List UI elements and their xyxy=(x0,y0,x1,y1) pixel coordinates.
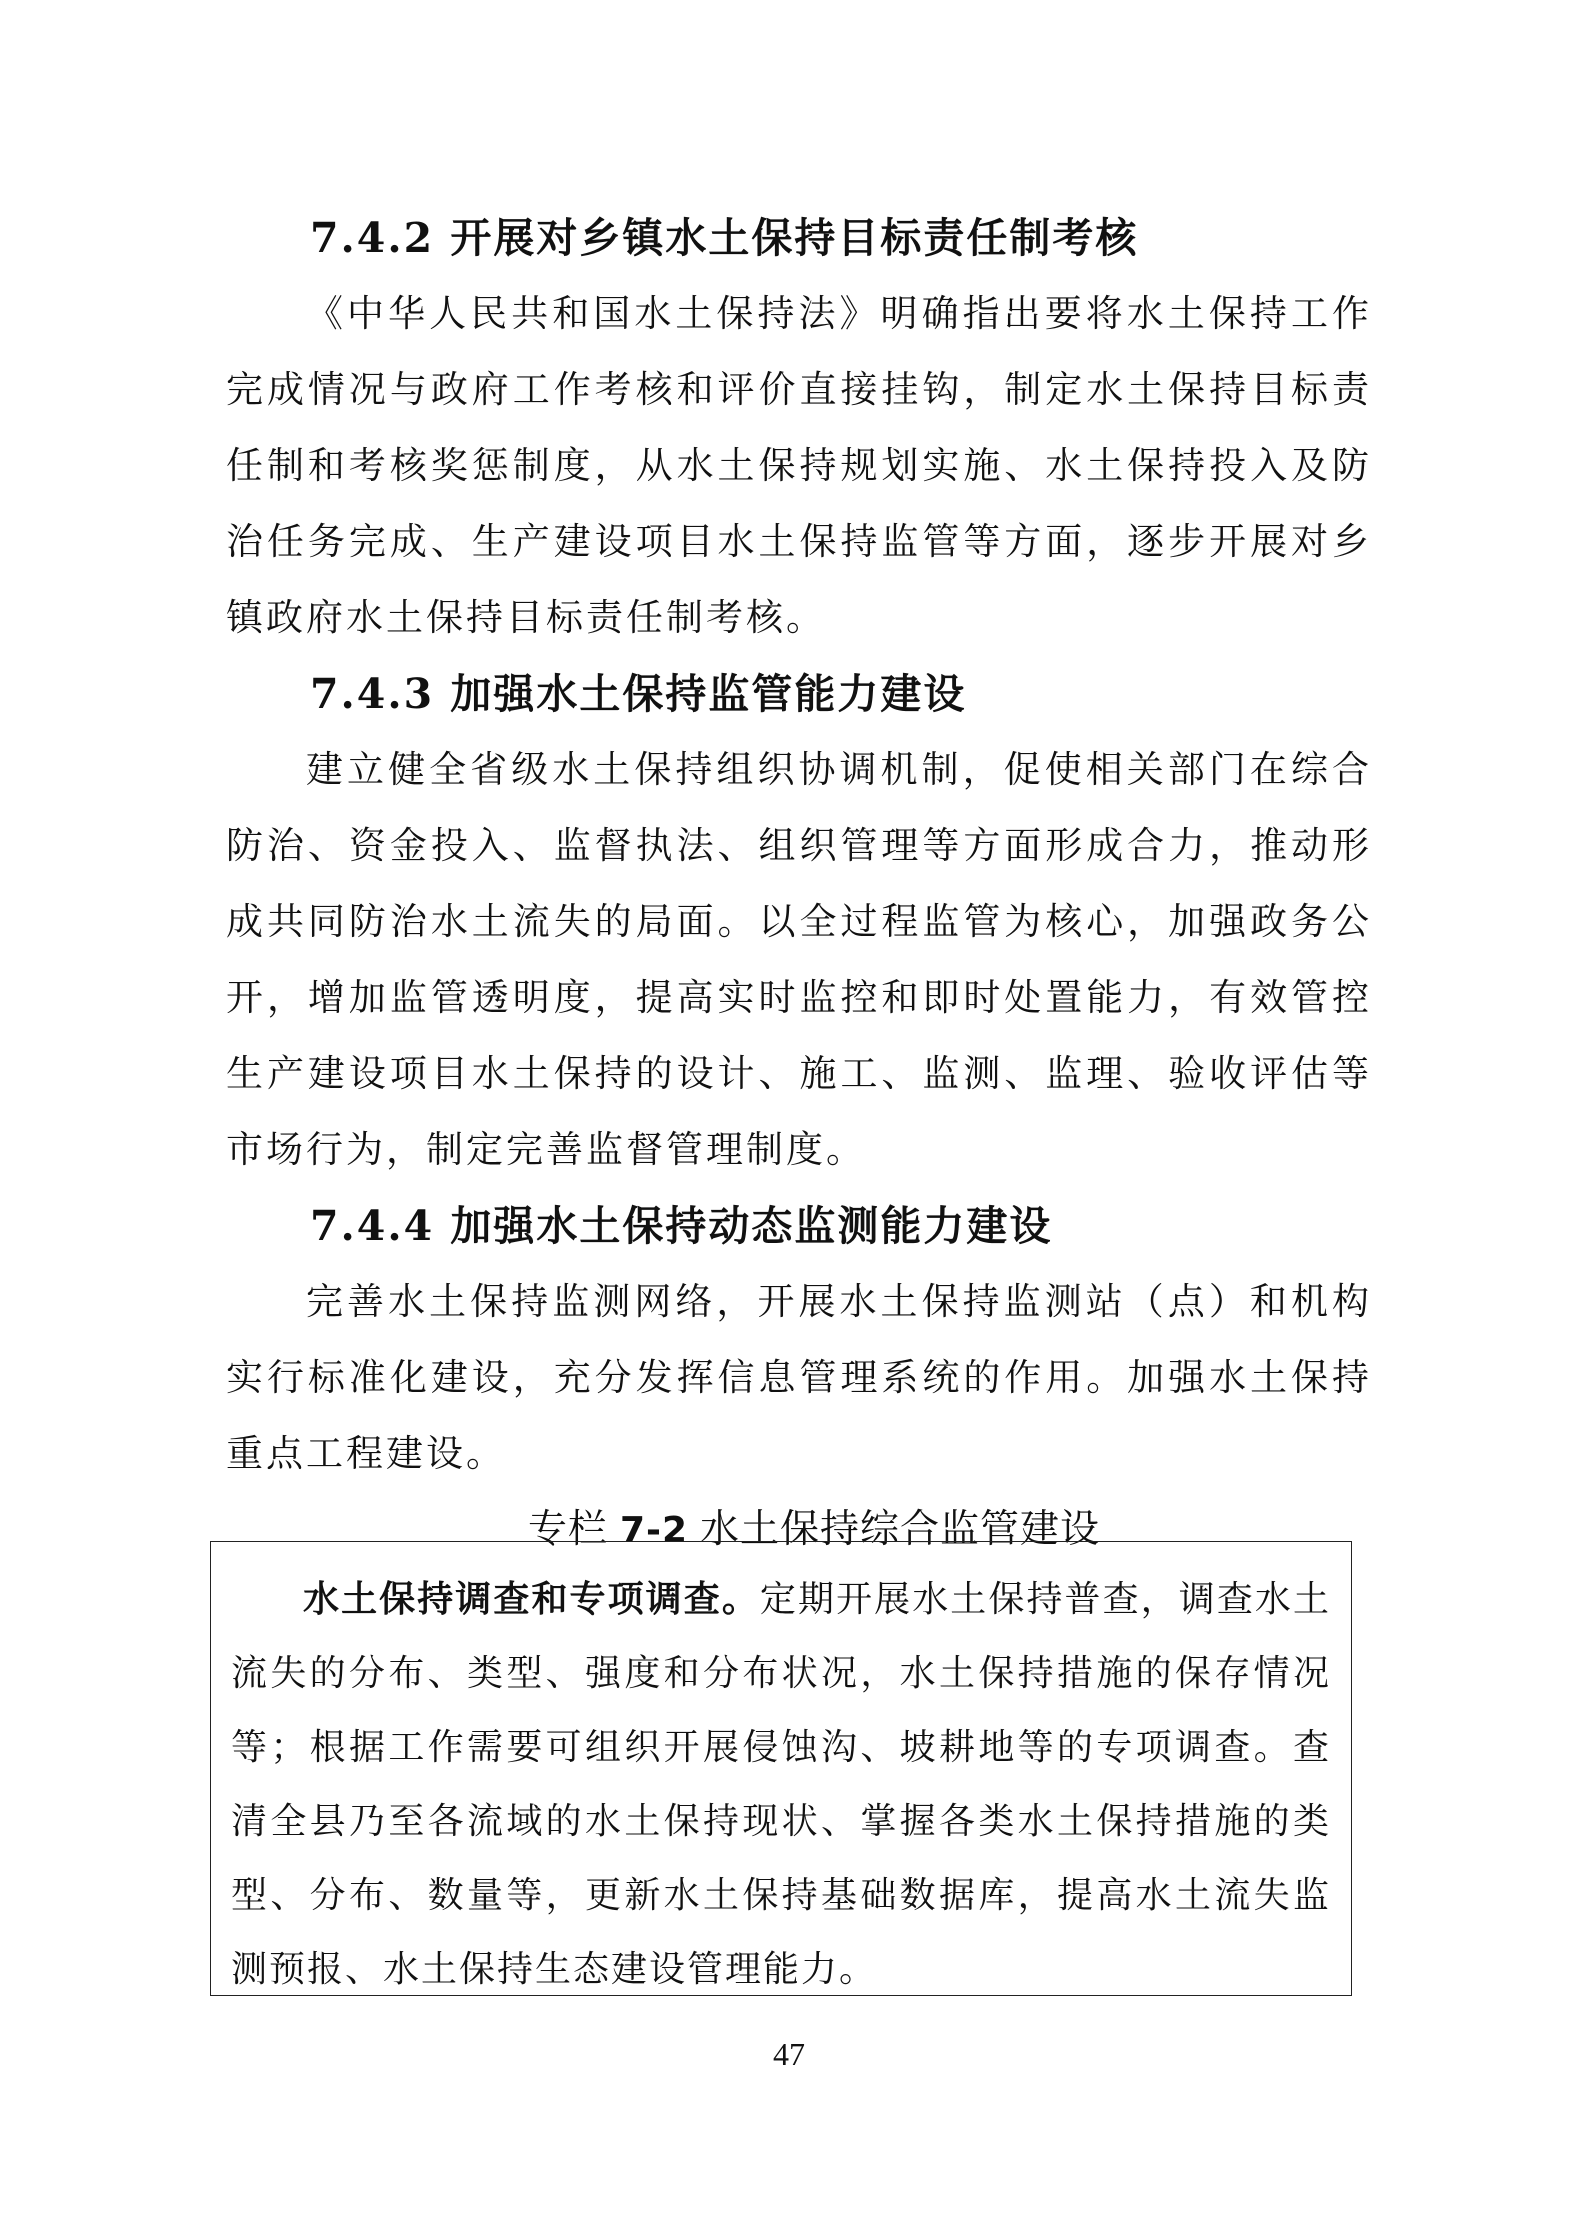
column-box-paragraph xyxy=(231,1562,1331,2007)
section-paragraph-7-4-3: 建立健全省级水土保持组织协调机制，促使相关部门在综合防治、资金投入、监督执法、组织管理等方面形成合力，推动形成共同防治水土流失的局面。以全过程监管为核心，加强政务公开，增加监管透明度，提高实时监控和即时处置能力，有效管控生产建设项目水土保持的设计、施工、监测、监理、验收评估等市场行为，制定完善监督管理制度。 xyxy=(226,748,1372,1171)
column-title-number: 7-2 xyxy=(619,1510,689,1551)
section-paragraph-7-4-4: 完善水土保持监测网络，开展水土保持监测站（点）和机构实行标准化建设，充分发挥信息管理系统的作用。加强水土保持重点工程建设。 xyxy=(226,1280,1372,1475)
column-title-prefix: 专栏 xyxy=(527,1507,608,1552)
page-number: 47 xyxy=(773,2036,805,2072)
column-box-body: 定期开展水土保持普查，调查水土流失的分布、类型、强度和分布状况，水土保持措施的保存情况等；根据工作需要可组织开展侵蚀沟、坡耕地等的专项调查。查清全县乃至各流域的水土保持现状、掌握各类水土保持措施的类型、分布、数量等，更新水土保持基础数据库，提高水土流失监测预报、水土保持生态建设管理能力。 xyxy=(231,1579,1331,1990)
section-paragraph-7-4-2: 《中华人民共和国水土保持法》明确指出要将水土保持工作完成情况与政府工作考核和评价直接挂钩，制定水土保持目标责任制和考核奖惩制度，从水土保持规划实施、水土保持投入及防治任务完成、生产建设项目水土保持监管等方面，逐步开展对乡镇政府水土保持目标责任制考核。 xyxy=(226,292,1372,639)
column-box xyxy=(210,1541,1352,1996)
section-heading-7-4-3: 7.4.3 加强水土保持监管能力建设 xyxy=(310,670,967,718)
section-heading-7-4-4: 7.4.4 加强水土保持动态监测能力建设 xyxy=(310,1202,1053,1250)
section-heading-7-4-2: 7.4.2 开展对乡镇水土保持目标责任制考核 xyxy=(310,214,1139,262)
column-box-lead: 水土保持调查和专项调查。 xyxy=(303,1578,760,1620)
column-title-text: 水土保持综合监管建设 xyxy=(700,1507,1101,1552)
page-content xyxy=(226,200,1372,1568)
